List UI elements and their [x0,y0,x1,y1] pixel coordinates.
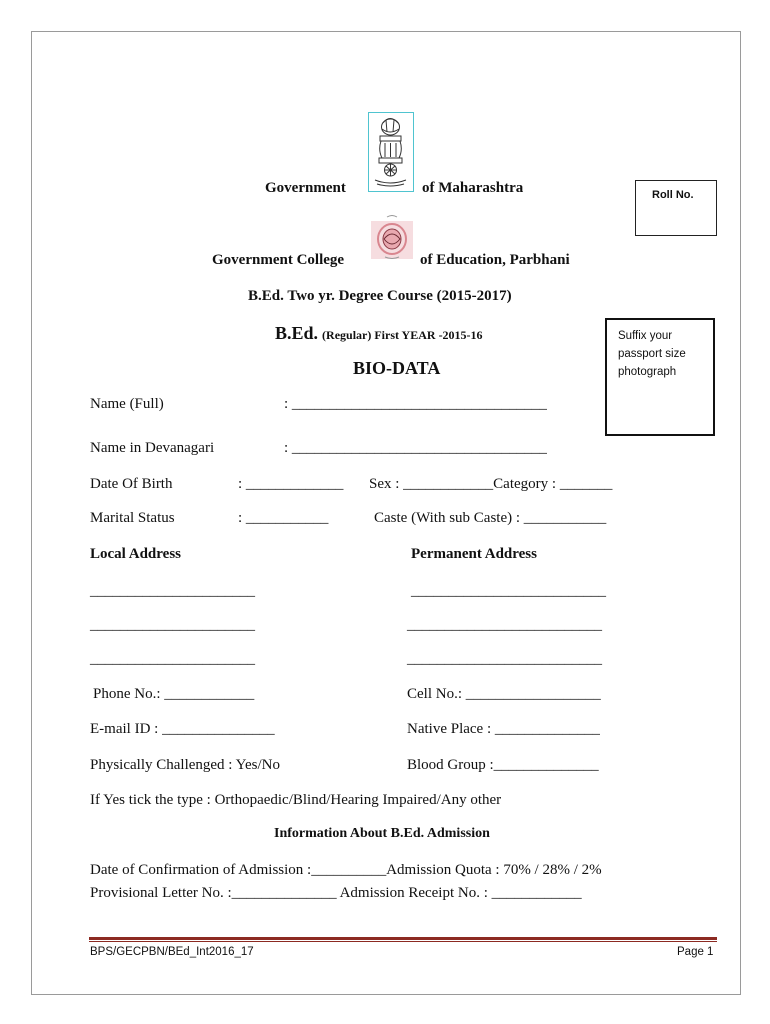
caste-line[interactable]: Caste (With sub Caste) : ___________ [374,510,607,526]
local-address-heading: Local Address [90,546,181,562]
local-address-line[interactable]: ______________________ [90,583,255,599]
header-maharashtra: of Maharashtra [422,180,524,196]
blood-group-line[interactable]: Blood Group :______________ [407,757,599,773]
permanent-address-line[interactable]: __________________________ [407,651,602,667]
admission-line-1[interactable]: Date of Confirmation of Admission :__________Admission Quota : 70% / 28% / 2% [90,862,602,878]
native-place-line[interactable]: Native Place : ______________ [407,721,600,737]
marital-status-label: Marital Status [90,510,175,526]
name-full-label: Name (Full) [90,396,164,412]
sex-category-line[interactable]: Sex : ____________Category : _______ [369,476,613,492]
dob-line[interactable]: : _____________ [238,476,344,492]
photo-note-line: photograph [618,366,677,378]
permanent-address-line[interactable]: __________________________ [407,617,602,633]
name-full-line[interactable]: : __________________________________ [284,396,547,412]
footer-rule-thin [89,941,717,942]
local-address-line[interactable]: ______________________ [90,617,255,633]
roll-no-box [635,180,717,236]
roll-no-label: Roll No. [652,189,694,201]
marital-status-line[interactable]: : ___________ [238,510,329,526]
footer-reference: BPS/GECPBN/BEd_Int2016_17 [90,946,254,958]
photo-note [618,327,713,381]
cell-line[interactable]: Cell No.: __________________ [407,686,601,702]
admission-heading: Information About B.Ed. Admission [274,826,490,841]
page-number: Page 1 [677,946,714,958]
physically-challenged-line[interactable]: Physically Challenged : Yes/No [90,757,280,773]
biodata-title: BIO-DATA [353,358,441,378]
state-emblem-icon [368,112,414,192]
permanent-address-heading: Permanent Address [411,546,537,562]
course-title: B.Ed. Two yr. Degree Course (2015-2017) [248,288,512,304]
header-college: Government College [212,252,345,268]
admission-line-2[interactable]: Provisional Letter No. :______________ Admission Receipt No. : ____________ [90,885,582,901]
local-address-line[interactable]: ______________________ [90,651,255,667]
year-line [275,323,483,344]
photo-box [605,318,715,436]
name-devanagari-line[interactable]: : __________________________________ [284,440,547,456]
footer-rule [89,937,717,940]
email-line[interactable]: E-mail ID : _______________ [90,721,275,737]
year-rest: (Regular) First YEAR -2015-16 [322,328,483,342]
header-education: of Education, Parbhani [420,252,570,268]
year-prefix: B.Ed. [275,323,319,343]
college-seal-icon [371,215,413,263]
name-devanagari-label: Name in Devanagari [90,440,215,456]
photo-note-line: passport size [618,348,686,360]
photo-note-line: Suffix your [618,330,673,342]
header-government: Government [265,180,346,196]
phone-line[interactable]: Phone No.: ____________ [93,686,255,702]
disability-type-line[interactable]: If Yes tick the type : Orthopaedic/Blind/Hearing Impaired/Any other [90,792,502,808]
permanent-address-line[interactable]: __________________________ [411,583,606,599]
dob-label: Date Of Birth [90,476,173,492]
